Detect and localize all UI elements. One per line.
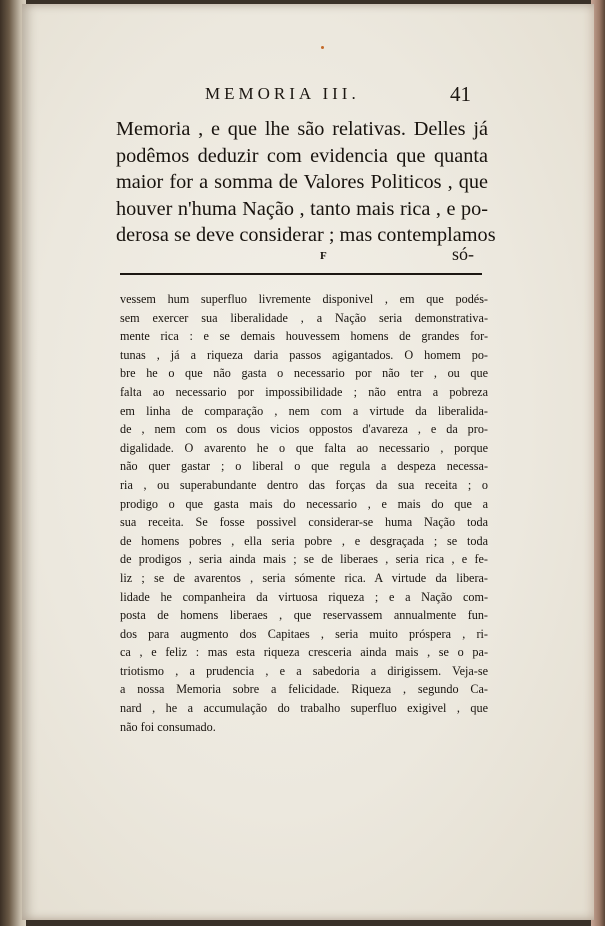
main-text-block [116, 116, 496, 249]
footnote-line: vessem hum superfluo livremente disponivel , em que podés- [120, 292, 488, 306]
signature-mark: F [320, 250, 327, 262]
footnote-line: não quer gastar ; o liberal o que regula a despeza necessa- [120, 459, 488, 474]
footnote-line: falta ao necessario por impossibilidade ; não entra a pobreza [120, 384, 488, 399]
footnote-line: lidade he companheira da virtuosa riqueza ; e a Nação com- [120, 589, 488, 604]
footnote-line: prodigo o que gasta mais do necessario , e mais do que a [120, 496, 488, 511]
footnote-line: mente rica : e se demais houvessem homens de grandes for- [120, 329, 488, 344]
footnote-line: não foi consumado. [120, 719, 216, 734]
main-text-line: derosa se deve considerar ; mas contemplamos [116, 224, 496, 246]
footnote-line: posta de homens liberaes , que reservassem annualmente fun- [120, 608, 488, 623]
footnote-line: a nossa Memoria sobre a felicidade. Riqueza , segundo Ca- [120, 682, 488, 697]
page-number: 41 [450, 82, 471, 106]
footnote-line: de prodigos , seria ainda mais ; se de liberaes , seria rica , e fe- [120, 552, 488, 567]
footnote-line: ria , ou superabundante dentro das forças da sua receita ; o [120, 477, 488, 492]
footnote-line: ca , e feliz : mas esta riqueza cresceria ainda mais , se o pa- [120, 645, 488, 660]
footnote-line: dos para augmento dos Capitaes , seria muito próspera , ri- [120, 626, 488, 641]
signature-line [116, 244, 488, 268]
main-text-line: Memoria , e que lhe são relativas. Delles já [116, 118, 488, 140]
main-text-line: maior for a somma de Valores Politicos , que [116, 171, 488, 193]
footnote-line: triotismo , a prudencia , e a sabedoria a dirigissem. Veja-se [120, 663, 488, 678]
footnote-line: tunas , já a riqueza daria passos agigantados. O homem po- [120, 347, 488, 362]
footnote-line: sua receita. Se fosse possivel considerar-se huma Nação toda [120, 515, 488, 530]
footnote-line: digalidade. O avarento he o que falta ao necessario , porque [120, 440, 488, 455]
running-head: MEMORIA III. [205, 84, 360, 103]
footnote-line: em linha de comparação , nem com a virtude da liberalida- [120, 403, 488, 418]
catchword: só- [452, 244, 474, 264]
footnote-line: de , nem com os dous vicios oppostos d'avareza , e da pro- [120, 422, 488, 437]
footnote-line: bre he o que não gasta o necessario por não ter , ou que [120, 366, 488, 381]
footnote-rule [120, 273, 482, 275]
ink-speck [321, 46, 324, 49]
footnote-line: liz ; se de avarentos , seria sómente rica. A virtude da libera- [120, 570, 488, 585]
footnote-line: nard , he a accumulação do trabalho superfluo exigivel , que [120, 701, 488, 716]
footnote-line: de homens pobres , ella seria pobre , e desgraçada ; se toda [120, 533, 488, 548]
main-text-line: houver n'huma Nação , tanto mais rica , e po- [116, 197, 488, 220]
main-text-line: podêmos deduzir com evidencia que quanta [116, 144, 488, 167]
footnote-line: sem exercer sua liberalidade , a Nação seria demonstrativa- [120, 310, 488, 325]
footnote-block [120, 290, 488, 736]
